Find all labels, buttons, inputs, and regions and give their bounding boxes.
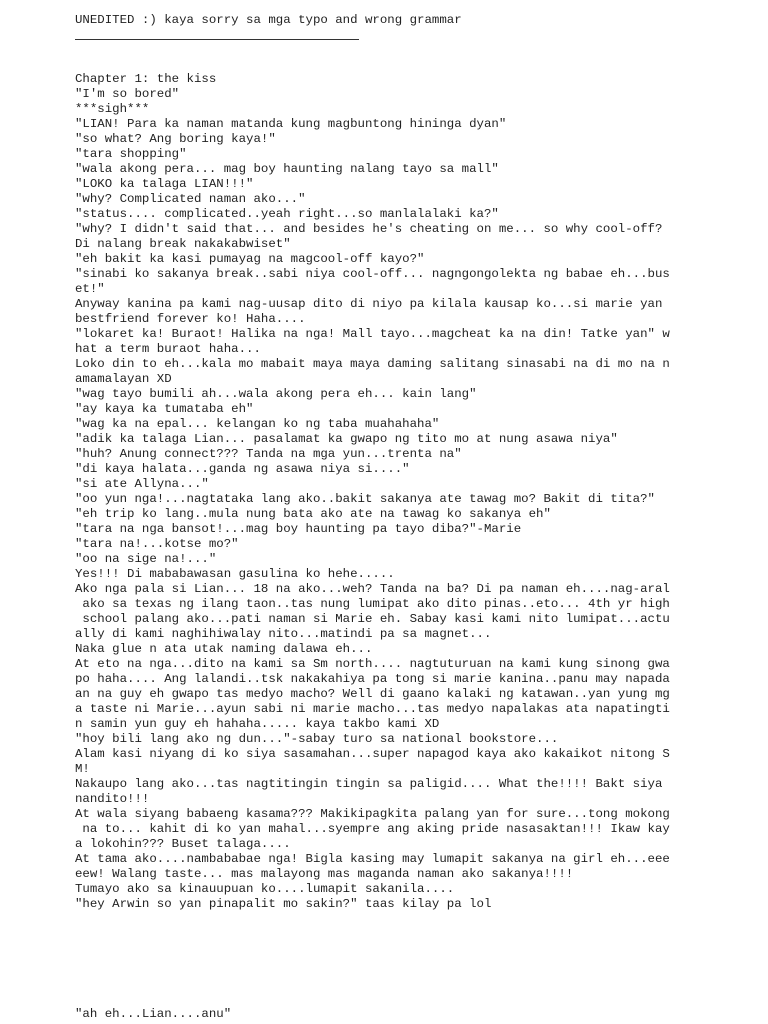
story-line: "adik ka talaga Lian... pasalamat ka gwapo ng tito mo at nung asawa niya" bbox=[75, 432, 618, 446]
story-line: Anyway kanina pa kami nag-uusap dito di niyo pa kilala kausap ko...si marie yan bbox=[75, 297, 663, 311]
divider-line bbox=[75, 39, 359, 40]
story-line: "oo yun nga!...nagtataka lang ako..bakit sakanya ate tawag mo? Bakit di tita?" bbox=[75, 492, 655, 506]
story-line: "wag ka na epal... kelangan ko ng taba muahahaha" bbox=[75, 417, 440, 431]
story-line: n samin yun guy eh hahaha..... kaya takbo kami XD bbox=[75, 717, 440, 731]
story-line: "di kaya halata...ganda ng asawa niya si...." bbox=[75, 462, 410, 476]
story-line: "lokaret ka! Buraot! Halika na nga! Mall tayo...magcheat ka na din! Tatke yan" w bbox=[75, 327, 670, 341]
story-line: M! bbox=[75, 762, 90, 776]
story-line: "LIAN! Para ka naman matanda kung magbuntong hininga dyan" bbox=[75, 117, 507, 131]
story-line: Tumayo ako sa kinauupuan ko....lumapit sakanila.... bbox=[75, 882, 455, 896]
story-line: a lokohin??? Buset talaga.... bbox=[75, 837, 291, 851]
story-line: "why? Complicated naman ako..." bbox=[75, 192, 306, 206]
story-line: "I'm so bored" bbox=[75, 87, 180, 101]
story-line: "LOKO ka talaga LIAN!!!" bbox=[75, 177, 254, 191]
story-line: "ay kaya ka tumataba eh" bbox=[75, 402, 254, 416]
story-line: "eh trip ko lang..mula nung bata ako ate na tawag ko sakanya eh" bbox=[75, 507, 551, 521]
story-line: At wala siyang babaeng kasama??? Makikipagkita palang yan for sure...tong mokong bbox=[75, 807, 670, 821]
story-line: At tama ako....nambababae nga! Bigla kasing may lumapit sakanya na girl eh...eee bbox=[75, 852, 670, 866]
story-line: "sinabi ko sakanya break..sabi niya cool-off... nagngongolekta ng babae eh...bus bbox=[75, 267, 670, 281]
story-line: et!" bbox=[75, 282, 105, 296]
story-line: At eto na nga...dito na kami sa Sm north.... nagtuturuan na kami kung sinong gwa bbox=[75, 657, 670, 671]
story-line: "so what? Ang boring kaya!" bbox=[75, 132, 276, 146]
story-line: Alam kasi niyang di ko siya sasamahan...super napagod kaya ako kakaikot nitong S bbox=[75, 747, 670, 761]
story-line: Di nalang break nakakabwiset" bbox=[75, 237, 291, 251]
story-line: Loko din to eh...kala mo mabait maya maya daming salitang sinasabi na di mo na n bbox=[75, 357, 670, 371]
story-line: "si ate Allyna..." bbox=[75, 477, 209, 491]
story-line: nandito!!! bbox=[75, 792, 150, 806]
story-line: "hey Arwin so yan pinapalit mo sakin?" taas kilay pa lol bbox=[75, 897, 492, 911]
story-line: "huh? Anung connect??? Tanda na mga yun...trenta na" bbox=[75, 447, 462, 461]
story-line: Naka glue n ata utak naming dalawa eh... bbox=[75, 642, 373, 656]
story-line: "hoy bili lang ako ng dun..."-sabay turo sa national bookstore... bbox=[75, 732, 559, 746]
story-line: "why? I didn't said that... and besides he's cheating on me... so why cool-off? bbox=[75, 222, 663, 236]
story-line: ***sigh*** bbox=[75, 102, 150, 116]
story-line: "wala akong pera... mag boy haunting nalang tayo sa mall" bbox=[75, 162, 499, 176]
story-line: "tara na nga bansot!...mag boy haunting pa tayo diba?"-Marie bbox=[75, 522, 522, 536]
story-line: na to... kahit di ko yan mahal...syempre ang aking pride nasasaktan!!! Ikaw kay bbox=[75, 822, 670, 836]
story-line: eew! Walang taste... mas malayong mas maganda naman ako sakanya!!!! bbox=[75, 867, 574, 881]
author-note: UNEDITED :) kaya sorry sa mga typo and wrong grammar bbox=[75, 13, 462, 27]
story-line: "status.... complicated..yeah right...so manlalalaki ka?" bbox=[75, 207, 499, 221]
story-line: "tara na!...kotse mo?" bbox=[75, 537, 239, 551]
story-line: "wag tayo bumili ah...wala akong pera eh... kain lang" bbox=[75, 387, 477, 401]
story-line: Yes!!! Di mababawasan gasulina ko hehe..... bbox=[75, 567, 395, 581]
story-line: a taste ni Marie...ayun sabi ni marie macho...tas medyo napalakas ata napatingti bbox=[75, 702, 670, 716]
story-line: Ako nga pala si Lian... 18 na ako...weh? Tanda na ba? Di pa naman eh....nag-aral bbox=[75, 582, 670, 596]
story-line: amamalayan XD bbox=[75, 372, 172, 386]
page-footer-line: "ah eh...Lian....anu" bbox=[75, 1007, 232, 1021]
story-line: an na guy eh gwapo tas medyo macho? Well di gaano kalaki ng katawan..yan yung mg bbox=[75, 687, 670, 701]
story-line: Chapter 1: the kiss bbox=[75, 72, 217, 86]
story-line: ako sa texas ng ilang taon..tas nung lumipat ako dito pinas..eto... 4th yr high bbox=[75, 597, 670, 611]
story-line: "oo na sige na!..." bbox=[75, 552, 217, 566]
story-line: ally di kami naghihiwalay nito...matindi pa sa magnet... bbox=[75, 627, 492, 641]
story-line: bestfriend forever ko! Haha.... bbox=[75, 312, 306, 326]
story-line: school palang ako...pati naman si Marie eh. Sabay kasi kami nito lumipat...actu bbox=[75, 612, 670, 626]
story-line: "tara shopping" bbox=[75, 147, 187, 161]
story-line: po haha.... Ang lalandi..tsk nakakahiya pa tong si marie kanina..panu may napada bbox=[75, 672, 670, 686]
story-text bbox=[75, 72, 675, 912]
story-line: hat a term buraot haha... bbox=[75, 342, 261, 356]
story-line: "eh bakit ka kasi pumayag na magcool-off kayo?" bbox=[75, 252, 425, 266]
story-line: Nakaupo lang ako...tas nagtitingin tingin sa paligid.... What the!!!! Bakt siya bbox=[75, 777, 663, 791]
